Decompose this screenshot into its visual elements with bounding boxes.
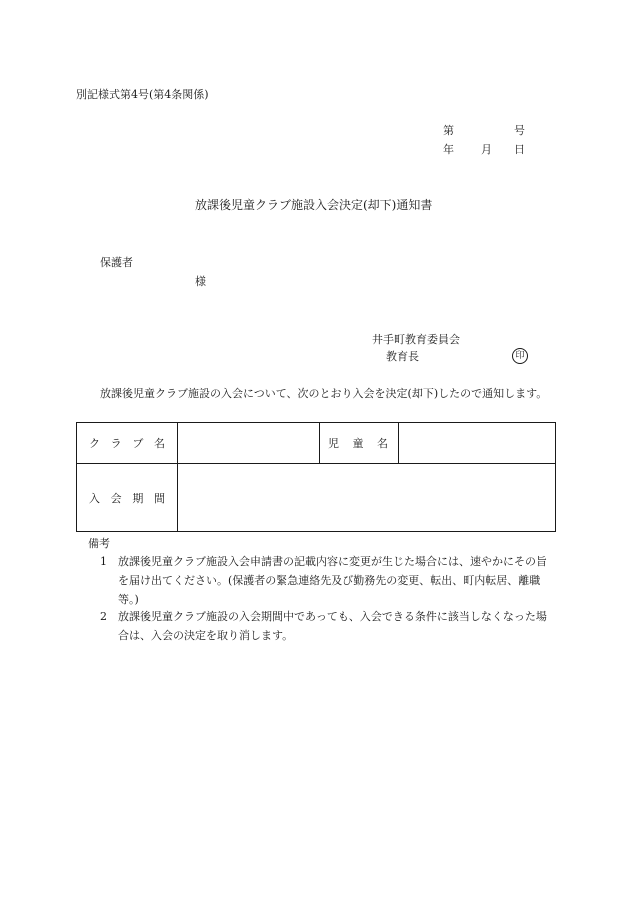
label-char: 入 <box>89 491 100 505</box>
honorific: 様 <box>195 275 206 288</box>
label-char: ク <box>89 437 100 450</box>
remark-number: 2 <box>100 610 107 623</box>
document-title: 放課後児童クラブ施設入会決定(却下)通知書 <box>195 198 433 212</box>
club-name-label <box>77 423 178 464</box>
club-name-field[interactable] <box>178 423 320 464</box>
remark-text: 放課後児童クラブ施設の入会期間中であっても、入会できる条件に該当しなくなった場合は、入会の決定を取り消します。 <box>118 610 547 642</box>
label-char: 会 <box>110 491 122 505</box>
label-char: 名 <box>377 437 388 450</box>
label-char: 童 <box>352 437 364 450</box>
form-reference: 別記様式第4号(第4条関係) <box>76 88 209 101</box>
info-table <box>76 422 556 532</box>
period-field[interactable] <box>178 464 556 532</box>
table-row <box>77 423 556 464</box>
table-row <box>77 464 556 532</box>
period-label <box>77 464 178 532</box>
remark-number: 1 <box>100 555 107 568</box>
remark-text: 放課後児童クラブ施設入会申請書の記載内容に変更が生じた場合には、速やかにその旨を届け出てください。(保護者の緊急連絡先及び勤務先の変更、転出、町内転居、離職等。) <box>118 555 547 606</box>
remarks-heading: 備考 <box>88 537 110 550</box>
date-year-label: 年 <box>443 143 454 156</box>
seal-icon: 印 <box>512 348 528 364</box>
issuer-title: 教育長 <box>386 350 419 363</box>
remark-item <box>100 552 555 609</box>
label-char: ラ <box>110 437 122 450</box>
label-char: 期 <box>132 491 144 505</box>
date-month-label: 月 <box>481 143 492 156</box>
label-char: 児 <box>328 437 339 450</box>
label-char: ブ <box>132 437 144 450</box>
date-day-label: 日 <box>514 143 525 156</box>
number-suffix: 号 <box>514 124 525 137</box>
remark-item <box>100 607 555 645</box>
label-char: 名 <box>153 437 165 450</box>
guardian-label: 保護者 <box>100 256 133 269</box>
child-name-label <box>320 423 399 464</box>
child-name-field[interactable] <box>399 423 556 464</box>
issuer-name: 井手町教育委員会 <box>372 333 460 346</box>
body-text: 放課後児童クラブ施設の入会について、次のとおり入会を決定(却下)したので通知します。 <box>100 387 548 400</box>
label-char: 間 <box>153 491 165 505</box>
number-prefix: 第 <box>443 124 454 137</box>
